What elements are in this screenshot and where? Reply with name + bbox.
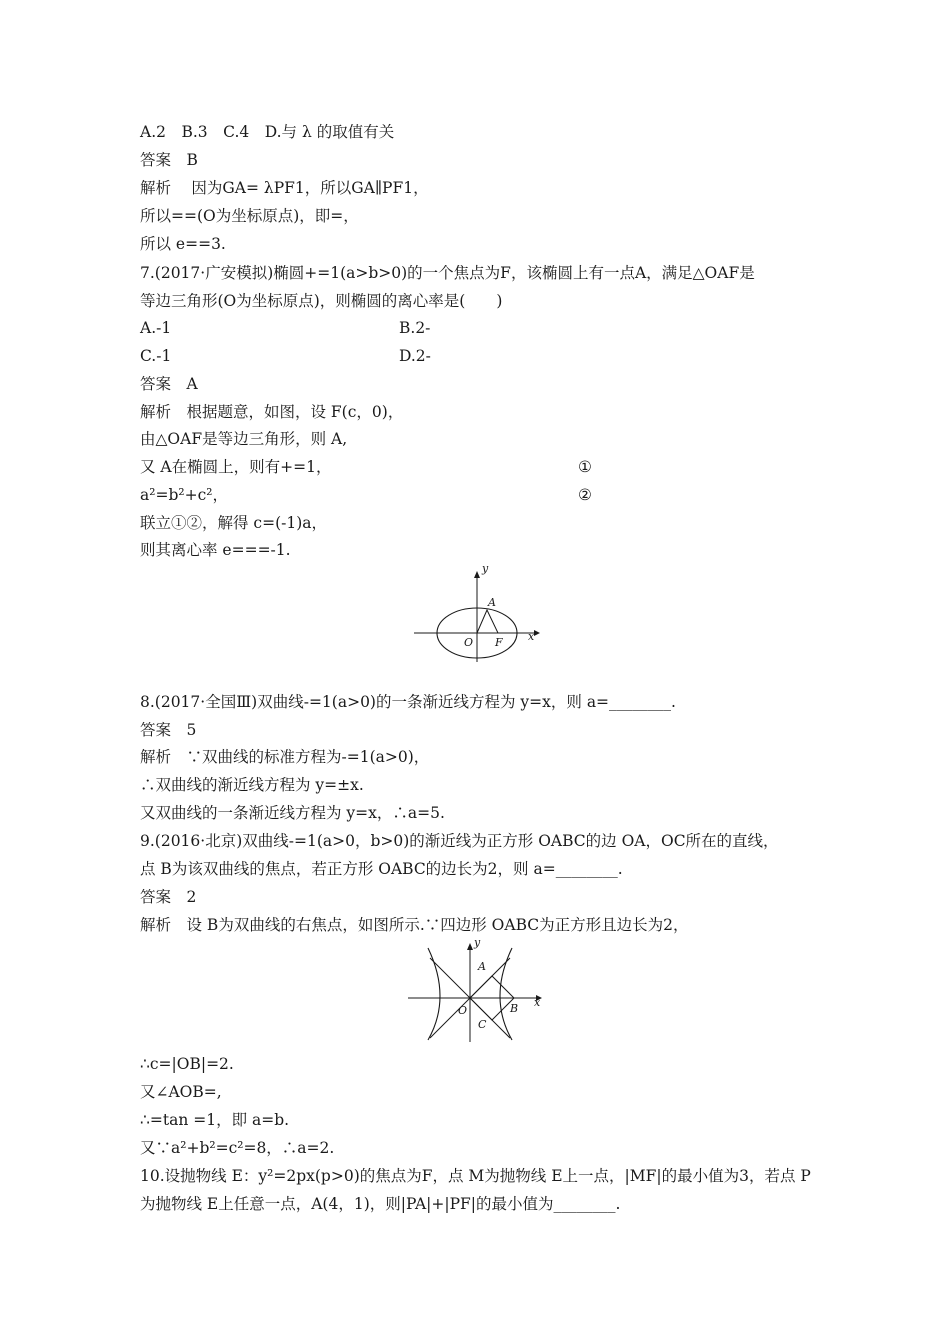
q8-analysis-3: 又双曲线的一条渐近线方程为 y=x，∴a=5. bbox=[140, 804, 445, 822]
q7-option-b: B.2- bbox=[399, 319, 431, 337]
q9-analysis-2: ∴c=|OB|=2. bbox=[140, 1055, 234, 1073]
q9-stem-1: 9.(2016·北京)双曲线-=1(a>0，b>0)的渐近线为正方形 OABC的边 OA，OC所在的直线， bbox=[140, 832, 779, 850]
equation-marker-2: ② bbox=[578, 486, 592, 504]
q7-analysis-1: 解析 根据题意，如图，设 F(c，0)， bbox=[140, 403, 404, 421]
q7-answer: 答案 A bbox=[140, 375, 198, 393]
y-arrow bbox=[467, 943, 473, 950]
fig1-label-f: F bbox=[495, 636, 503, 649]
fig1-label-y: y bbox=[482, 566, 489, 575]
q9-analysis-1: 解析 设 B为双曲线的右焦点，如图所示.∵四边形 OABC为正方形且边长为2， bbox=[140, 916, 689, 934]
fig2-label-a: A bbox=[478, 960, 486, 973]
q8-analysis-2: ∴双曲线的渐近线方程为 y=±x. bbox=[140, 776, 364, 794]
triangle-oaf bbox=[477, 610, 498, 633]
q9-analysis-4: ∴=tan =1，即 a=b. bbox=[140, 1111, 290, 1129]
x-arrow bbox=[534, 630, 540, 636]
q9-answer: 答案 2 bbox=[140, 888, 197, 906]
fig2-label-c: C bbox=[478, 1018, 487, 1031]
fig2-label-y: y bbox=[474, 940, 481, 949]
q7-analysis-4: a²=b²+c²， bbox=[140, 486, 228, 504]
fig2-label-x: x bbox=[534, 996, 541, 1009]
q7-stem-2: 等边三角形(O为坐标原点)，则椭圆的离心率是( ) bbox=[140, 292, 503, 310]
fig2-label-o: O bbox=[458, 1004, 468, 1017]
q8-stem: 8.(2017·全国Ⅲ)双曲线-=1(a>0)的一条渐近线方程为 y=x，则 a=________. bbox=[140, 693, 676, 711]
hyperbola-figure bbox=[406, 940, 546, 1044]
q7-analysis-3: 又 A在椭圆上，则有+=1， bbox=[140, 458, 332, 476]
equation-marker-1: ① bbox=[578, 458, 592, 476]
fig1-label-o: O bbox=[464, 636, 474, 649]
q7-option-c: C.-1 bbox=[140, 347, 172, 365]
q9-stem-2: 点 B为该双曲线的焦点，若正方形 OABC的边长为2，则 a=________. bbox=[140, 860, 623, 878]
q9-analysis-5: 又∵a²+b²=c²=8，∴a=2. bbox=[140, 1139, 335, 1157]
q6-analysis-3: 所以 e==3. bbox=[140, 235, 226, 253]
q7-analysis-6: 则其离心率 e===-1. bbox=[140, 541, 291, 559]
q8-answer: 答案 5 bbox=[140, 721, 197, 739]
ellipse-figure bbox=[412, 566, 542, 666]
q7-option-a: A.-1 bbox=[140, 319, 172, 337]
q6-answer: 答案 B bbox=[140, 151, 198, 169]
q7-analysis-2: 由△OAF是等边三角形，则 A, bbox=[140, 430, 348, 448]
fig2-label-b: B bbox=[510, 1002, 519, 1015]
q7-analysis-5: 联立①②，解得 c=(-1)a， bbox=[140, 514, 328, 532]
q9-analysis-3: 又∠AOB=, bbox=[140, 1083, 222, 1101]
q10-stem-2: 为抛物线 E上任意一点，A(4，1)，则|PA|+|PF|的最小值为________. bbox=[140, 1195, 621, 1213]
y-arrow bbox=[474, 571, 480, 578]
fig1-label-a: A bbox=[488, 596, 496, 609]
q7-option-d: D.2- bbox=[399, 347, 431, 365]
q6-options: A.2 B.3 C.4 D.与 λ 的取值有关 bbox=[140, 123, 395, 141]
q6-analysis-2: 所以==(O为坐标原点)，即=， bbox=[140, 207, 359, 225]
fig1-label-x: x bbox=[528, 630, 535, 643]
q7-stem-1: 7.(2017·广安模拟)椭圆+=1(a>b>0)的一个焦点为F，该椭圆上有一点A，满足△OAF是 bbox=[140, 264, 755, 282]
q6-analysis-1: 解析 因为GA= λPF1，所以GA∥PF1， bbox=[140, 179, 429, 197]
q8-analysis-1: 解析 ∵双曲线的标准方程为-=1(a>0)， bbox=[140, 748, 430, 766]
q10-stem-1: 10.设抛物线 E：y²=2px(p>0)的焦点为F，点 M为抛物线 E上一点，|MF|的最小值为3，若点 P bbox=[140, 1167, 811, 1185]
